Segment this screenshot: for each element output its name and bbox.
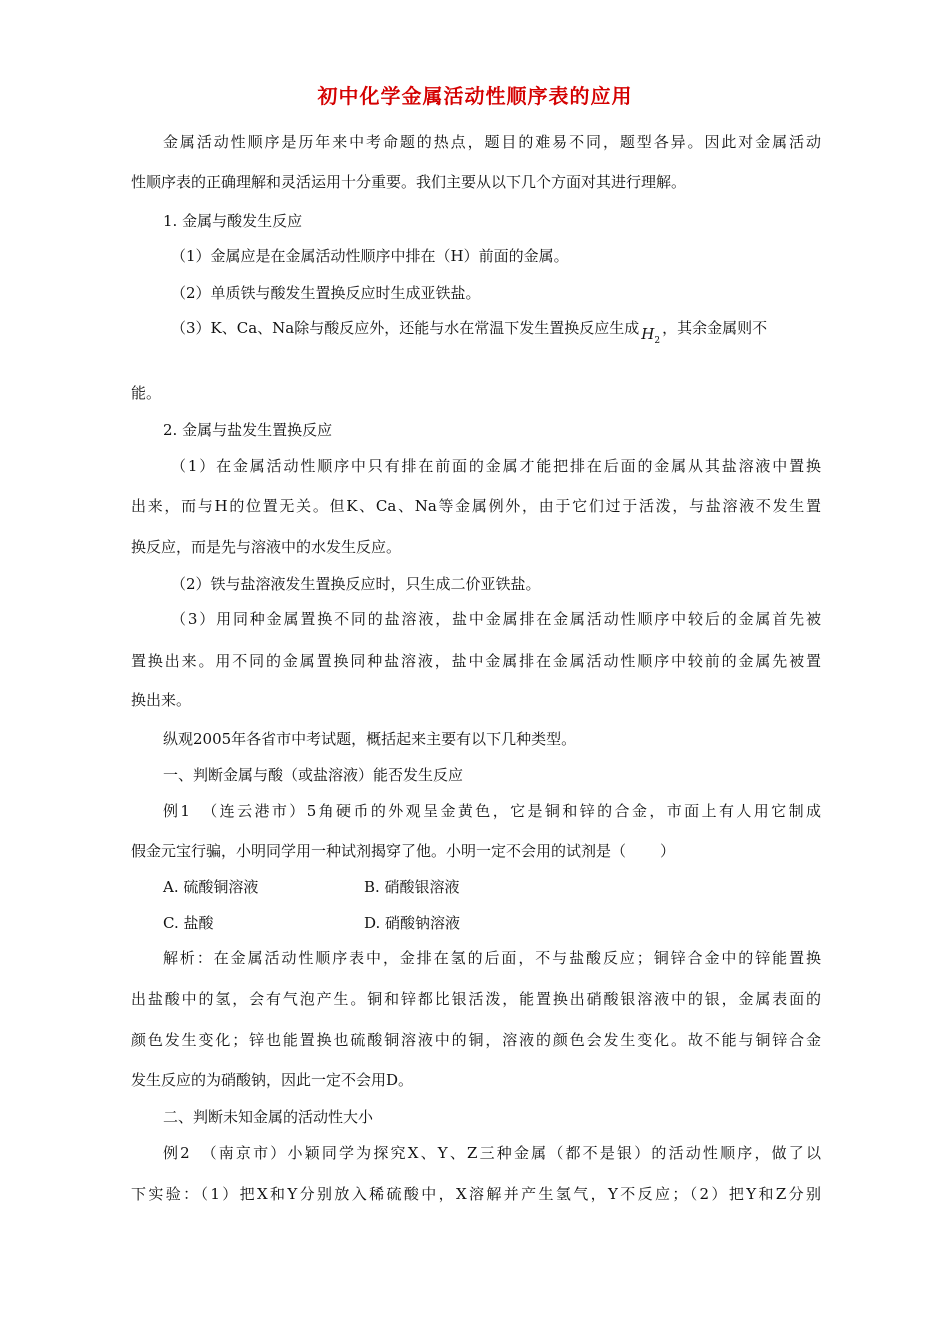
analysis-line-3: 颜色发生变化；锌也能置换也硫酸铜溶液中的铜，溶液的颜色会发生变化。故不能与铜锌合金 (131, 1031, 821, 1049)
option-a: A. 硫酸铜溶液 (163, 878, 259, 896)
section-1-item-2: （2）单质铁与酸发生置换反应时生成亚铁盐。 (171, 284, 481, 302)
analysis-line-1: 解析：在金属活动性顺序表中，金排在氢的后面，不与盐酸反应；铜锌合金中的锌能置换 (163, 949, 821, 967)
option-c: C. 盐酸 (163, 914, 214, 932)
section-2-item-1-line-1: （1）在金属活动性顺序中只有排在前面的金属才能把排在后面的金属从其盐溶液中置换 (171, 457, 821, 475)
section-2-item-3-line-3: 换出来。 (131, 691, 192, 709)
section-1-heading: 1. 金属与酸发生反应 (163, 212, 303, 230)
section-1-item-3-cont: 能。 (131, 384, 162, 402)
h2-subscript: 2 (654, 336, 661, 346)
section-2-item-1-line-2: 出来，而与H的位置无关。但K、Ca、Na等金属例外，由于它们过于活泼，与盐溶液不发生置 (131, 497, 821, 515)
section-2-heading: 2. 金属与盐发生置换反应 (163, 421, 333, 439)
section-2-item-2: （2）铁与盐溶液发生置换反应时，只生成二价亚铁盐。 (171, 575, 541, 593)
type-1-heading: 一、判断金属与酸（或盐溶液）能否发生反应 (163, 766, 464, 784)
page-title: 初中化学金属活动性顺序表的应用 (317, 84, 633, 108)
example-1-line-2 (131, 841, 821, 861)
options-row-2 (163, 913, 821, 933)
section-2-item-3-line-1: （3）用同种金属置换不同的盐溶液，盐中金属排在金属活动性顺序中较后的金属首先被 (171, 610, 821, 628)
section-1-item-3-tail: ，其余金属则不 (662, 319, 768, 337)
h2-base: H (641, 325, 655, 343)
section-1-item-3-text: （3）K、Ca、Na除与酸反应外，还能与水在常温下发生置换反应生成 (171, 319, 640, 337)
section-2-item-3-line-2: 置换出来。用不同的金属置换同种盐溶液，盐中金属排在金属活动性顺序中较前的金属先被置 (131, 652, 821, 670)
options-row-1 (163, 877, 821, 897)
example-1-paren-close: ） (660, 842, 676, 860)
example-2-line-1: 例2 （南京市）小颖同学为探究X、Y、Z三种金属（都不是银）的活动性顺序，做了以 (163, 1144, 821, 1162)
example-2-line-2: 下实验：（1）把X和Y分别放入稀硫酸中，X溶解并产生氢气，Y不反应；（2）把Y和Z分别 (131, 1185, 821, 1203)
example-1-question: 假金元宝行骗，小明同学用一种试剂揭穿了他。小明一定不会用的试剂是（ (131, 842, 627, 860)
intro-line-1: 金属活动性顺序是历年来中考命题的热点，题目的难易不同，题型各异。因此对金属活动 (163, 133, 821, 151)
analysis-line-4: 发生反应的为硝酸钠，因此一定不会用D。 (131, 1071, 414, 1089)
type-2-heading: 二、判断未知金属的活动性大小 (163, 1108, 374, 1126)
analysis-line-2: 出盐酸中的氢，会有气泡产生。铜和锌都比银活泼，能置换出硝酸银溶液中的银，金属表面的 (131, 990, 821, 1008)
overview-text: 纵观2005年各省市中考试题，概括起来主要有以下几种类型。 (163, 730, 577, 748)
section-2-item-1-line-3: 换反应，而是先与溶液中的水发生反应。 (131, 538, 402, 556)
section-1-item-1: （1）金属应是在金属活动性顺序中排在（H）前面的金属。 (171, 247, 569, 265)
h2-formula (641, 325, 661, 346)
example-1-line-1: 例1 （连云港市）5角硬币的外观呈金黄色，它是铜和锌的合金，市面上有人用它制成 (163, 802, 821, 820)
option-d: D. 硝酸钠溶液 (364, 914, 461, 932)
section-1-item-3 (171, 318, 821, 345)
option-b: B. 硝酸银溶液 (364, 878, 460, 896)
intro-line-2: 性顺序表的正确理解和灵活运用十分重要。我们主要从以下几个方面对其进行理解。 (131, 173, 687, 191)
